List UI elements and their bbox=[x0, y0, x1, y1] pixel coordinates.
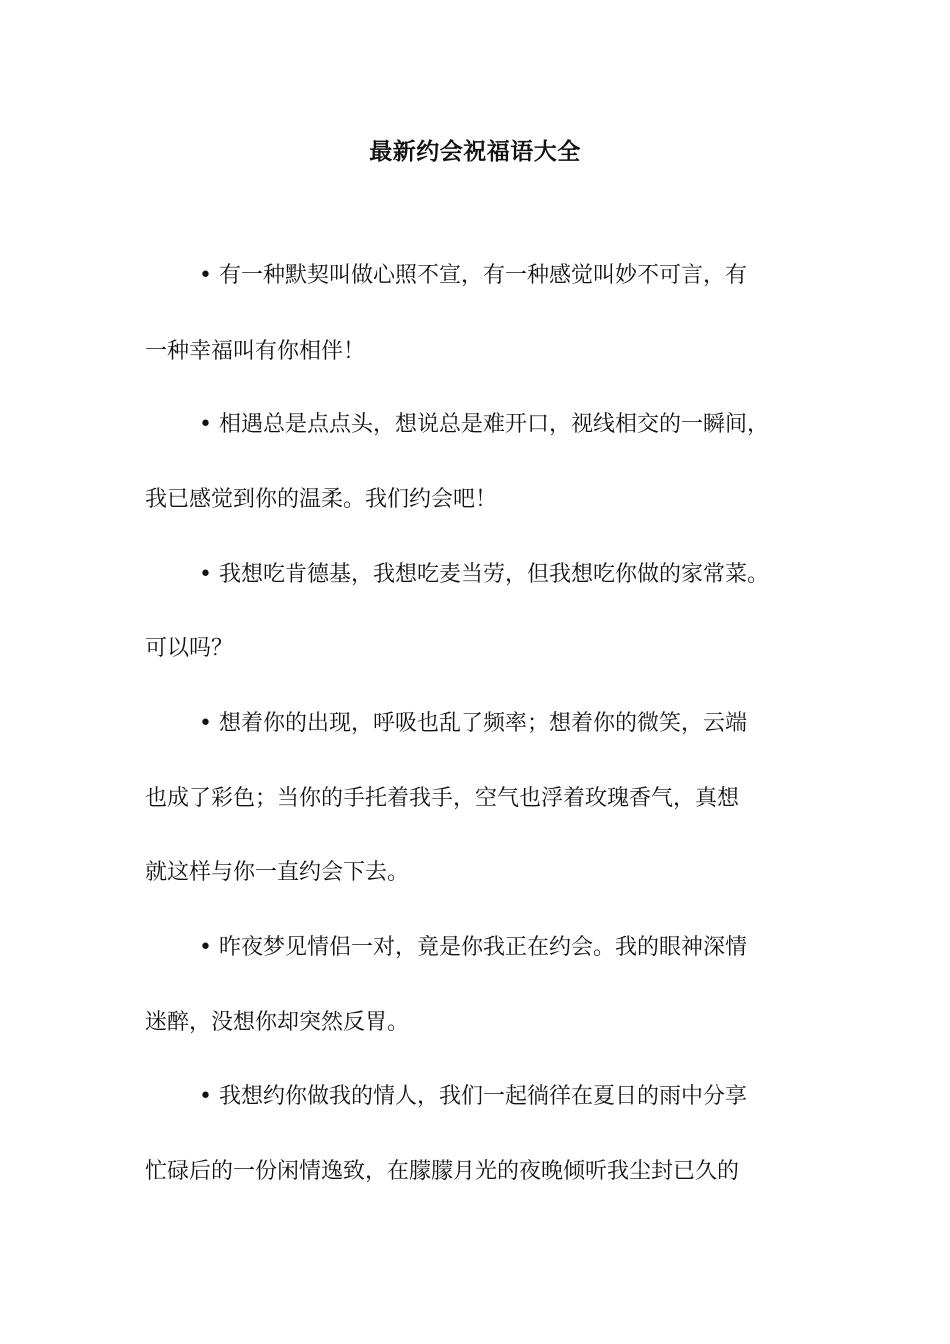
document-title: 最新约会祝福语大全 bbox=[369, 138, 581, 165]
paragraph-line: • 我想约你做我的情人，我们一起徜徉在夏日的雨中分享 bbox=[199, 1084, 747, 1109]
paragraph-line: 一种幸福叫有你相伴！ bbox=[145, 339, 366, 364]
paragraph-line: 也成了彩色；当你的手托着我手，空气也浮着玫瑰香气，真想 bbox=[145, 786, 740, 811]
paragraph-line: 忙碌后的一份闲情逸致，在朦朦月光的夜晚倾听我尘封已久的 bbox=[145, 1159, 740, 1184]
paragraph-line: • 想着你的出现，呼吸也乱了频率；想着你的微笑，云端 bbox=[199, 711, 747, 736]
paragraph-line: 迷醉，没想你却突然反胃。 bbox=[145, 1010, 410, 1035]
paragraph-line: 我已感觉到你的温柔。我们约会吧！ bbox=[145, 487, 498, 512]
paragraph-line: • 我想吃肯德基，我想吃麦当劳，但我想吃你做的家常菜。 bbox=[199, 562, 769, 587]
paragraph-line: • 相遇总是点点头，想说总是难开口，视线相交的一瞬间， bbox=[199, 412, 769, 437]
paragraph-line: 就这样与你一直约会下去。 bbox=[145, 860, 410, 885]
paragraph-line: • 昨夜梦见情侣一对，竟是你我正在约会。我的眼神深情 bbox=[199, 935, 747, 960]
paragraph-line: 可以吗？ bbox=[145, 636, 234, 661]
paragraph-line: • 有一种默契叫做心照不宣，有一种感觉叫妙不可言，有 bbox=[199, 263, 747, 288]
